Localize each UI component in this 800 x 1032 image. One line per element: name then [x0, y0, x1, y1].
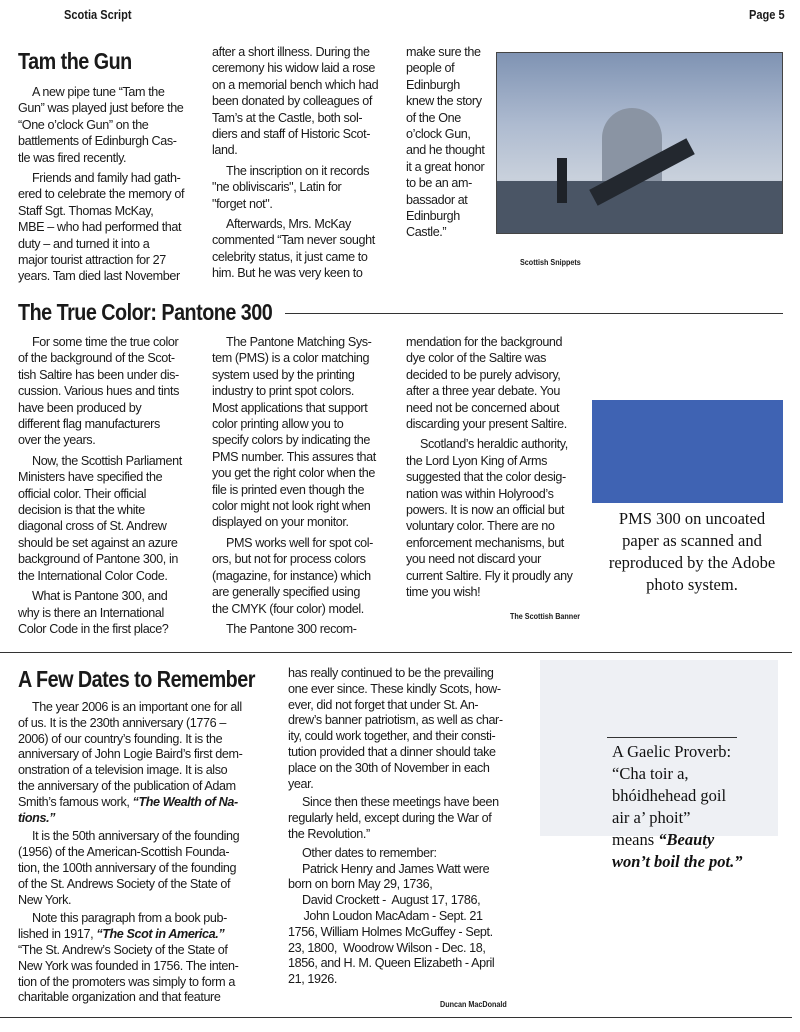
credit-duncan-macdonald: Duncan MacDonald: [440, 1000, 507, 1009]
quote-text: “The St. Andrew’s Society of the State of New York was founded in 1756. The inten- tion of the promoters was simply to form a charitable organization and that feature: [18, 942, 239, 1005]
credit-scottish-banner: The Scottish Banner: [510, 612, 581, 621]
pantone-col-1: [18, 334, 200, 641]
section-divider: [0, 652, 792, 653]
pantone-col-3: [406, 334, 591, 605]
swatch-caption: PMS 300 on uncoated paper as scanned and reproduced by the Adobe photo system.: [608, 509, 776, 594]
book-title: “The Wealth of Na- tions.”: [18, 794, 238, 825]
paragraph: Now, the Scottish Parliament Ministers have specified the official color. Their official decision is that the white diagonal cross of St. Andrew should be set against an azure background of Pantone 300, in the International Color Code.: [18, 453, 182, 583]
paragraph: The Pantone 300 recom-: [226, 621, 357, 636]
one-oclock-gun-photo: [496, 52, 783, 234]
paragraph: PMS works well for spot col- ors, but not for process colors (magazine, for instance) which are generally specified using the CMYK (four color) model.: [212, 535, 373, 616]
paragraph: The inscription on it records "ne obliviscaris", Latin for "forget not".: [212, 163, 370, 211]
paragraph: A new pipe tune “Tam the Gun” was played just before the “One o’clock Gun” on the battlements of Edinburgh Cas- tle was fired recently.: [18, 85, 184, 165]
dates-col-1: [18, 700, 280, 1009]
article-title-tam: Tam the Gun: [18, 48, 132, 74]
tam-col-2: [212, 44, 394, 286]
tam-col-3: [406, 44, 496, 245]
proverb-heading: A Gaelic Proverb:: [612, 742, 732, 761]
book-title: “The Scot in America.”: [96, 927, 225, 942]
paragraph: Since then these meetings have been regularly held, except during the War of the Revolution.”: [288, 795, 499, 841]
tam-col-1: [18, 84, 198, 289]
paragraph: after a short illness. During the ceremony his widow laid a rose on a memorial bench which had been donated by colleagues of Tam’s at the Castle, both sol- diers and staff of Historic Scot- land.: [212, 45, 379, 158]
title-rule: [285, 313, 783, 314]
paragraph: [18, 911, 280, 1006]
proverb-means: means: [612, 830, 659, 849]
paragraph: David Crockett - August 17, 1786, John Loudon MacAdam - Sept. 21 1756, William Holmes McGuffey - Sept. 23, 1800, Woodrow Wilson - Dec. 18, 1856, and H. M. Queen Elizabeth - April 21, 1926.: [288, 893, 495, 987]
pantone-col-2: [212, 334, 394, 641]
credit-scottish-snippets: Scottish Snippets: [520, 258, 581, 267]
paragraph-text: Note this paragraph from a book pub- lished in 1917,: [18, 911, 227, 942]
paragraph: mendation for the background dye color of the Saltire was decided to be purely advisory, after a three year debate. You need not be concerned about discarding your present Saltire.: [406, 335, 567, 432]
paragraph: The Pantone Matching Sys- tem (PMS) is a color matching system used by the printing industry to print spot colors. Most applications that support color printing allow you to specify colors by indicating the PMS number. This assures that you get the right color when the file is printed even though the color might not look right when displayed on your monitor.: [212, 335, 376, 530]
paragraph: It is the 50th anniversary of the founding (1956) of the American-Scottish Founda- tion, the 100th anniversary of the founding of the St. Andrews Society of the State of New York.: [18, 829, 240, 907]
paragraph: Other dates to remember:: [302, 845, 437, 860]
bottom-rule: [0, 1017, 792, 1018]
paragraph: For some time the true color of the background of the Scot- tish Saltire has been under dis- cussion. Various hues and tints have been produced by different flag manufacturers over the years.: [18, 335, 179, 448]
paragraph-text: The year 2006 is an important one for all of us. It is the 230th anniversary (1776 – 2006) of our country’s founding. It is the anniversary of John Logie Baird’s first dem- onstration of a television image. It is also the anniversary of the publication of Adam Smith’s famous work,: [18, 700, 243, 809]
page-number: Page 5: [749, 7, 785, 22]
article-title-pantone: The True Color: Pantone 300: [18, 299, 273, 325]
paragraph: Afterwards, Mrs. McKay commented “Tam never sought celebrity status, it just came to him. But he was very keen to: [212, 217, 375, 281]
paragraph: [18, 700, 280, 826]
dates-col-2: [288, 666, 533, 991]
publication-name: Scotia Script: [64, 7, 132, 22]
soldier: [557, 158, 567, 203]
gaelic-proverb: [612, 741, 743, 873]
pms-300-swatch: [592, 400, 783, 503]
paragraph: has really continued to be the prevailing one ever since. These kindly Scots, how- ever, did not forget that under St. An- drew’s banner patriotism, as well as char- ity, could work together, and their consti- tution provided that a dinner should take place on the 30th of November in each year.: [288, 666, 503, 791]
paragraph: Friends and family had gath- ered to celebrate the memory of Staff Sgt. Thomas McKay, MBE – who had performed that duty – and turned it into a major tourist attraction for 27 years. Tam died last November: [18, 171, 185, 284]
proverb-gaelic: “Cha toir a, bhóidhehead goil air a’ phoit”: [612, 764, 727, 827]
paragraph: Patrick Henry and James Watt were born on born May 29, 1736,: [288, 861, 490, 892]
proverb-translation: “Beauty won’t boil the pot.”: [612, 830, 743, 871]
battlement-wall: [497, 181, 783, 234]
paragraph: What is Pantone 300, and why is there an International Color Code in the first place?: [18, 589, 169, 636]
article-title-dates: A Few Dates to Remember: [18, 666, 255, 692]
paragraph: Scotland’s heraldic authority, the Lord Lyon King of Arms suggested that the color desig- nation was within Holyrood’s powers. It is now an official but voluntary color. There are no enforcement mechanisms, but you need not discard your current Saltire. Fly it proudly any time you wish!: [406, 437, 573, 600]
proverb-rule: [607, 737, 737, 738]
paragraph: make sure the people of Edinburgh knew the story of the One o’clock Gun, and he thought it a great honor to be an am- bassador at Edinburgh Castle.”: [406, 45, 485, 240]
